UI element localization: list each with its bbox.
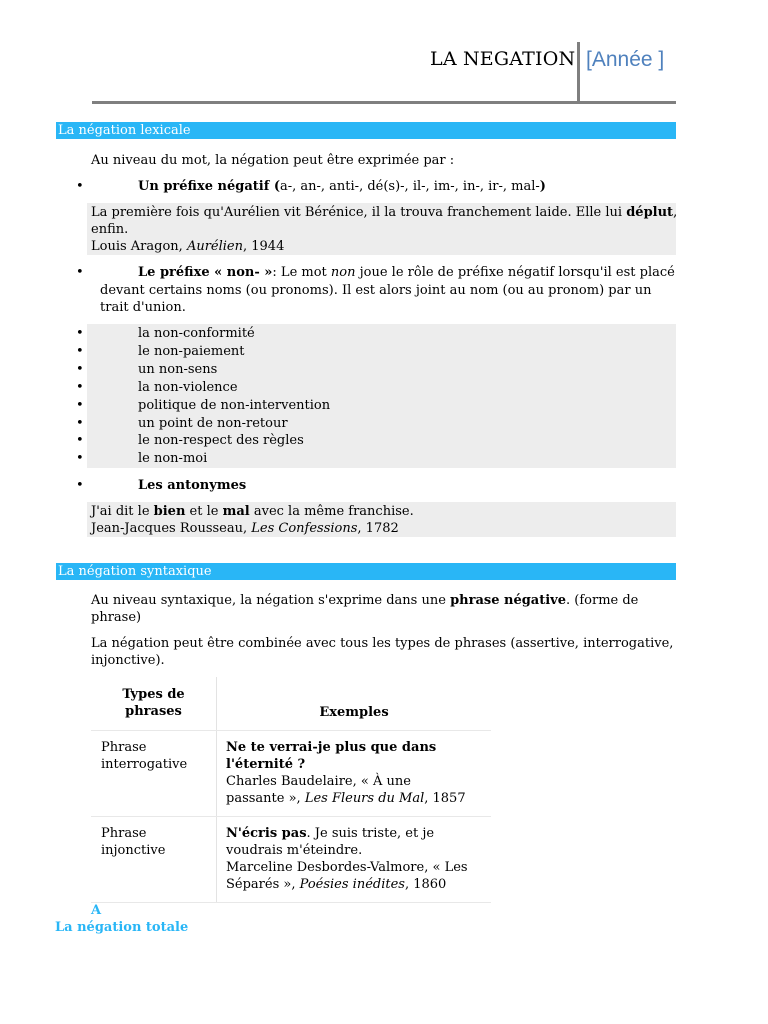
year-placeholder[interactable]: [Année ]: [586, 48, 665, 71]
heading-letter: A: [91, 903, 102, 918]
document-title: LA NEGATION: [430, 48, 576, 70]
header-rule: [92, 101, 676, 104]
table-row: Phrase interrogative: [101, 740, 188, 772]
section-heading-lexicale: La négation lexicale: [56, 122, 676, 139]
table-row: Phrase injonctive: [101, 826, 166, 858]
syntaxique-paragraph-2-cont: injonctive).: [91, 653, 165, 668]
bullet-dot-icon: •: [76, 265, 84, 280]
table-header-types: Types de phrases: [122, 687, 185, 719]
table-cell-example: N'écris pas. Je suis triste, et je voudrais m'éteindre. Marceline Desbordes-Valmore, « Les Séparés », Poésies inédites, 1860: [226, 826, 468, 892]
quote-aragon: La première fois qu'Aurélien vit Bérénice, il la trouva franchement laide. Elle lui déplut, enfin. Louis Aragon, Aurélien, 1944: [87, 203, 676, 255]
lexicale-intro: Au niveau du mot, la négation peut être exprimée par :: [91, 153, 455, 168]
header-divider: [577, 42, 580, 102]
syntaxique-paragraph-2: La négation peut être combinée avec tous les types de phrases (assertive, interrogative,: [91, 636, 674, 651]
heading-negation-totale: La négation totale: [55, 920, 189, 935]
table-row-divider: [91, 902, 491, 903]
bullet-dot-icon: •: [76, 179, 84, 194]
bullet-dot-icon: •: [76, 478, 84, 493]
table-row-divider: [91, 816, 491, 817]
syntaxique-paragraph-1-cont: phrase): [91, 610, 142, 625]
table-cell-example: Ne te verrai-je plus que dans l'éternité ? Charles Baudelaire, « À une passante », Les Fleurs du Mal, 1857: [226, 740, 466, 806]
section-heading-syntaxique: La négation syntaxique: [56, 563, 676, 580]
table-row-divider: [91, 730, 491, 731]
quote-rousseau: J'ai dit le bien et le mal avec la même franchise. Jean-Jacques Rousseau, Les Confessions, 1782: [87, 502, 676, 537]
table-header-exemples: Exemples: [319, 705, 389, 720]
syntaxique-paragraph-1: Au niveau syntaxique, la négation s'exprime dans une phrase négative. (forme de: [91, 593, 639, 608]
